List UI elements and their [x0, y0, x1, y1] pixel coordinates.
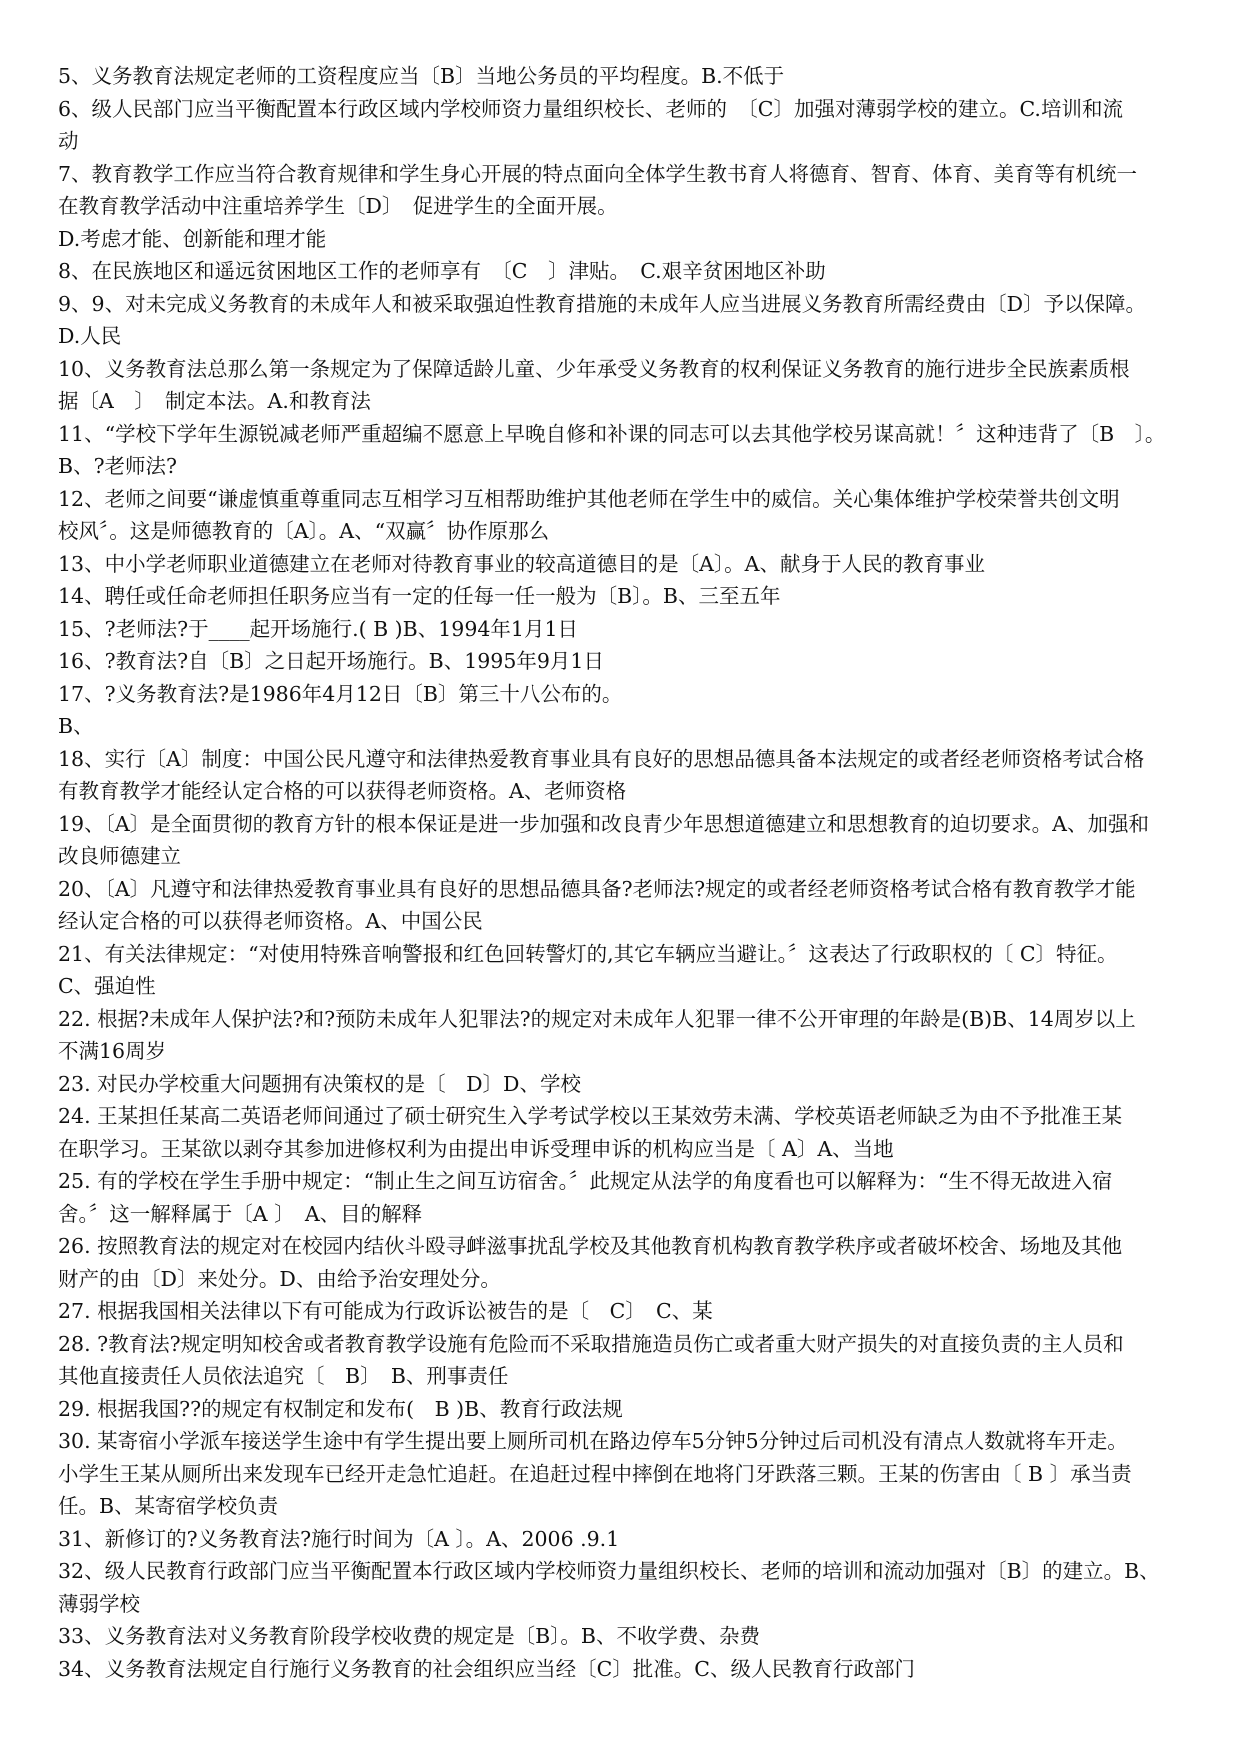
text-line: 23. 对民办学校重大问题拥有决策权的是〔 D〕D、学校 — [58, 1071, 581, 1096]
text-line: 20、〔A〕凡遵守和法律热爱教育事业具有良好的思想品德具备?老师法?规定的或者经老师资格考试合格有教育教学才能 — [58, 876, 1136, 901]
text-line: C、强迫性 — [58, 974, 156, 998]
text-line: 15、?老师法?于____起开场施行.( B )B、1994年1月1日 — [58, 616, 578, 641]
text-line: 在职学习。王某欲以剥夺其参加进修权利为由提出申诉受理申诉的机构应当是〔 A〕A、当地 — [58, 1136, 894, 1161]
text-line: 其他直接责任人员依法追究〔 B〕 B、刑事责任 — [58, 1364, 509, 1388]
text-line: 经认定合格的可以获得老师资格。A、中国公民 — [58, 909, 483, 933]
text-line: 14、聘任或任命老师担任职务应当有一定的任每一任一般为〔B〕。B、三至五年 — [58, 584, 781, 608]
text-line: 19、〔A〕是全面贯彻的教育方针的根本保证是进一步加强和改良青少年思想道德建立和思想教育的迫切要求。A、加强和 — [58, 811, 1149, 836]
text-line: 6、级人民部门应当平衡配置本行政区域内学校师资力量组织校长、老师的 〔C〕加强对薄弱学校的建立。C.培训和流 — [58, 96, 1123, 121]
text-line: 11、“学校下学年生源锐减老师严重超编不愿意上早晚自修和补课的同志可以去其他学校另谋高就！〞这种违背了〔B 〕。 — [58, 421, 1166, 446]
text-line: 26. 按照教育法的规定对在校园内结伙斗殴寻衅滋事扰乱学校及其他教育机构教育教学秩序或者破坏校舍、场地及其他 — [58, 1234, 1123, 1258]
text-line: 22. 根据?未成年人保护法?和?预防未成年人犯罪法?的规定对未成年人犯罪一律不公开审理的年龄是(B)B、14周岁以上 — [58, 1006, 1136, 1031]
text-line: 改良师德建立 — [58, 844, 181, 868]
text-line: 7、教育教学工作应当符合教育规律和学生身心开展的特点面向全体学生教书育人将德育、智育、体育、美育等有机统一 — [58, 161, 1138, 186]
text-line: 8、在民族地区和遥远贫困地区工作的老师享有 〔C 〕津贴。 C.艰辛贫困地区补助 — [58, 259, 826, 283]
text-line: 32、级人民教育行政部门应当平衡配置本行政区域内学校师资力量组织校长、老师的培训和流动加强对〔B〕的建立。B、 — [58, 1559, 1160, 1583]
text-line: 9、9、对未完成义务教育的未成年人和被采取强迫性教育措施的未成年人应当进展义务教育所需经费由〔D〕予以保障。 — [58, 291, 1147, 316]
text-line: 10、义务教育法总那么第一条规定为了保障适龄儿童、少年承受义务教育的权利保证义务教育的施行进步全民族素质根 — [58, 356, 1130, 381]
text-line: 29. 根据我国??的规定有权制定和发布( B )B、教育行政法规 — [58, 1396, 623, 1421]
text-line: 据〔A 〕 制定本法。A.和教育法 — [58, 389, 371, 413]
text-line: 小学生王某从厕所出来发现车已经开走急忙追赶。在追赶过程中摔倒在地将门牙跌落三颗。王某的伤害由〔 B 〕承当责 — [58, 1461, 1132, 1486]
text-line: 动 — [58, 129, 79, 153]
text-line: 财产的由〔D〕来处分。D、由给予治安理处分。 — [58, 1266, 501, 1291]
text-line: 13、中小学老师职业道德建立在老师对待教育事业的较高道德目的是〔A〕。A、献身于人民的教育事业 — [58, 551, 985, 576]
text-line: 不满16周岁 — [58, 1039, 167, 1063]
text-line: 舍。〞这一解释属于〔A 〕 A、目的解释 — [58, 1201, 423, 1226]
text-line: 24. 王某担任某高二英语老师间通过了硕士研究生入学考试学校以王某效劳未满、学校英语老师缺乏为由不予批准王某 — [58, 1104, 1123, 1128]
document-page — [58, 60, 1200, 1685]
text-line: 17、?义务教育法?是1986年4月12日〔B〕第三十八公布的。 — [58, 681, 623, 706]
text-line: 任。B、某寄宿学校负责 — [58, 1494, 279, 1518]
text-line: 18、实行〔A〕制度：中国公民凡遵守和法律热爱教育事业具有良好的思想品德具备本法规定的或者经老师资格考试合格 — [58, 746, 1145, 771]
text-line: 25. 有的学校在学生手册中规定：“制止生之间互访宿舍。〞此规定从法学的角度看也可以解释为：“生不得无故进入宿 — [58, 1169, 1113, 1193]
text-line: 5、义务教育法规定老师的工资程度应当〔B〕当地公务员的平均程度。B.不低于 — [58, 64, 785, 88]
text-line: 16、?教育法?自〔B〕之日起开场施行。B、1995年9月1日 — [58, 649, 604, 673]
text-line: 31、新修订的?义务教育法?施行时间为〔A 〕。A、2006 .9.1 — [58, 1526, 620, 1551]
text-line: 30. 某寄宿小学派车接送学生途中有学生提出要上厕所司机在路边停车5分钟5分钟过后司机没有清点人数就将车开走。 — [58, 1429, 1128, 1453]
text-line: 34、义务教育法规定自行施行义务教育的社会组织应当经〔C〕批准。C、级人民教育行政部门 — [58, 1656, 915, 1681]
text-line: D.人民 — [58, 324, 122, 348]
text-line: 28. ?教育法?规定明知校舍或者教育教学设施有危险而不采取措施造员伤亡或者重大财产损失的对直接负责的主人员和 — [58, 1331, 1124, 1356]
text-line: 有教育教学才能经认定合格的可以获得老师资格。A、老师资格 — [58, 779, 627, 803]
text-line: B、?老师法? — [58, 454, 178, 478]
text-line: 12、老师之间要“谦虚慎重尊重同志互相学习互相帮助维护其他老师在学生中的威信。关心集体维护学校荣誉共创文明 — [58, 486, 1120, 511]
text-line: 在教育教学活动中注重培养学生〔D〕 促进学生的全面开展。 — [58, 194, 618, 218]
text-line: 薄弱学校 — [58, 1591, 140, 1616]
text-line: 校风〞。这是师德教育的〔A〕。A、“双赢〞协作原那么 — [58, 519, 550, 543]
text-line: 21、有关法律规定：“对使用特殊音响警报和红色回转警灯的,其它车辆应当避让。〞这表达了行政职权的〔 C〕特征。 — [58, 941, 1118, 966]
text-line: D.考虑才能、创新能和理才能 — [58, 226, 327, 251]
text-line: B、 — [58, 714, 94, 738]
text-line: 27. 根据我国相关法律以下有可能成为行政诉讼被告的是〔 C〕 C、某 — [58, 1299, 713, 1323]
text-line: 33、义务教育法对义务教育阶段学校收费的规定是〔B〕。B、不收学费、杂费 — [58, 1624, 760, 1648]
